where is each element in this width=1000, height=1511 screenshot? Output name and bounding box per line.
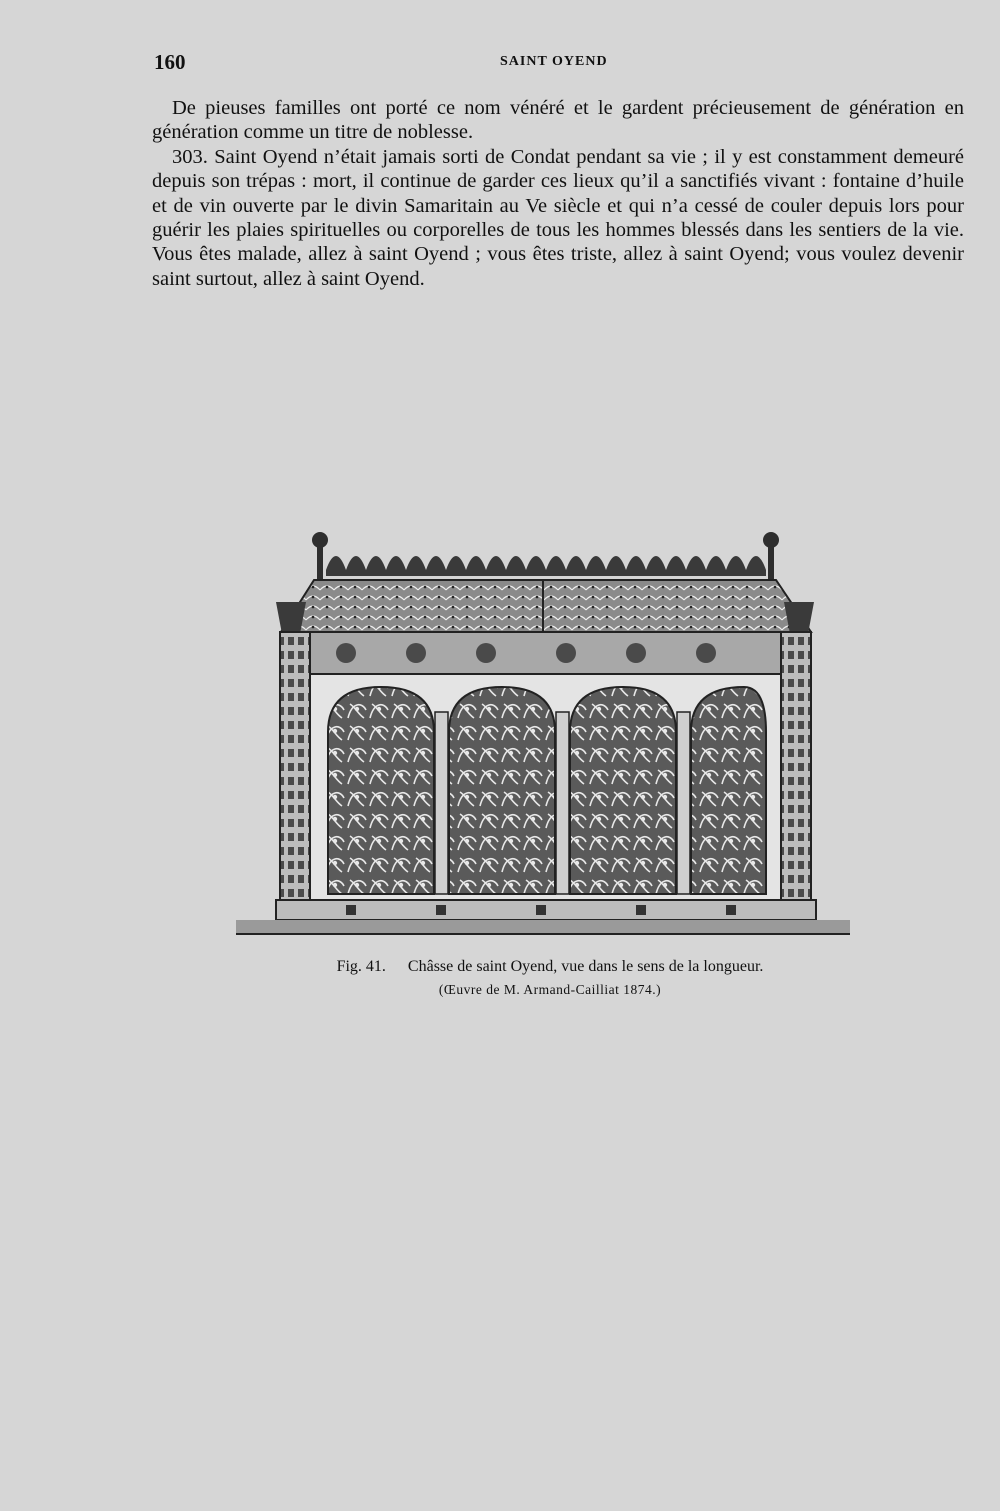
figure-credit: (Œuvre de M. Armand-Cailliat 1874.) xyxy=(438,982,662,997)
paragraph-1: De pieuses familles ont porté ce nom vénéré et le gardent précieusement de génération en génération comme un titre de noblesse. xyxy=(152,97,964,144)
figure-caption xyxy=(230,958,870,976)
body-text xyxy=(152,96,964,291)
page-header xyxy=(150,50,965,80)
reliquary-engraving xyxy=(236,522,850,937)
figure-caption-text: Châsse de saint Oyend, vue dans le sens de la longueur. xyxy=(407,958,764,975)
paragraph-2: 303. Saint Oyend n’était jamais sorti de Condat pendant sa vie ; il y est constamment demeuré depuis son trépas : mort, il continue de garder ces lieux qu’il a sanctifiés vivant : fontaine d’huile et de vin ouverte par le divin Samaritain au Ve siècle et qui n’a cessé de couler depuis lors pour guérir les plaies spirituelles ou corporelles de tous les hommes blessés dans les sentiers de la vie. Vous êtes malade, allez à saint Oyend ; vous êtes triste, allez à saint Oyend; vous voulez devenir saint surtout, allez à saint Oyend. xyxy=(152,145,964,290)
reliquary-illustration xyxy=(236,522,850,937)
figure-label: Fig. 41. xyxy=(336,958,386,975)
page-number: 160 xyxy=(154,50,186,74)
running-head: SAINT OYEND xyxy=(500,54,608,69)
